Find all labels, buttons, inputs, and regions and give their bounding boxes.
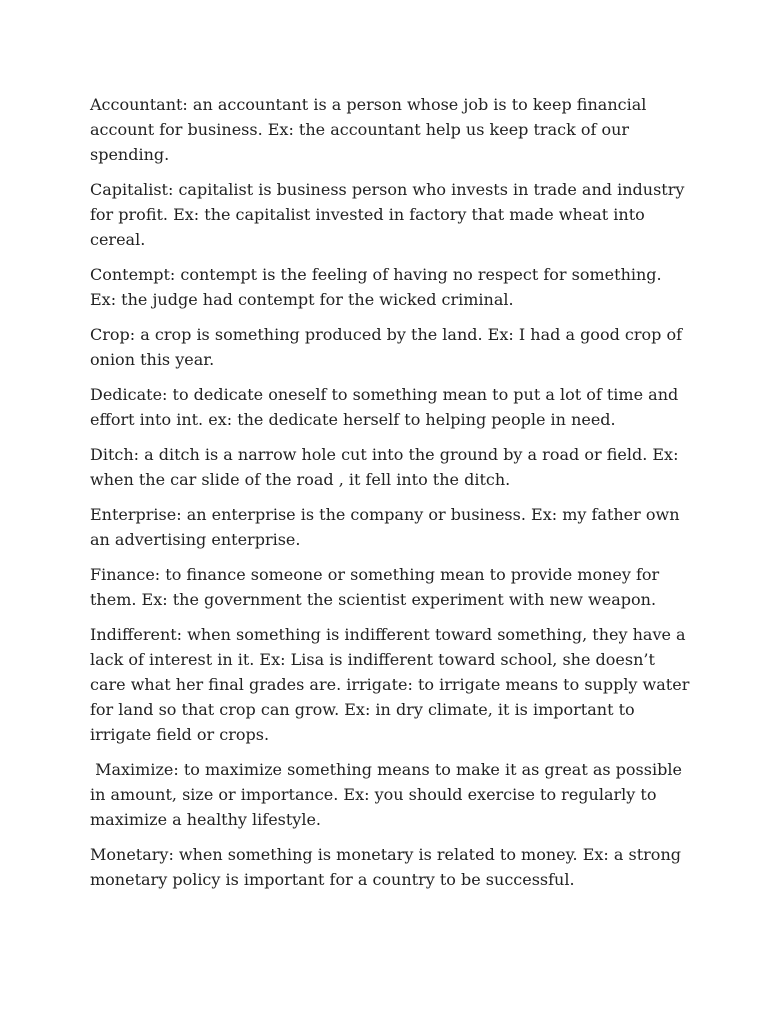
vocab-entry-contempt: Contempt: contempt is the feeling of having no respect for something. Ex: the judge had contempt for the wicked criminal. [90, 265, 667, 309]
vocab-entry-ditch: Ditch: a ditch is a narrow hole cut into the ground by a road or field. Ex: when the car slide of the road , it fell into the ditch. [90, 445, 684, 489]
vocab-entry-dedicate: Dedicate: to dedicate oneself to something mean to put a lot of time and effort into int. ex: the dedicate herself to helping people in need. [90, 385, 684, 429]
vocab-entry-crop: Crop: a crop is something produced by the land. Ex: I had a good crop of onion this year. [90, 325, 688, 369]
vocab-entry-maximize: Maximize: to maximize something means to make it as great as possible in amount, size or importance. Ex: you should exercise to regularly to maximize a healthy lifestyle. [90, 760, 688, 829]
vocab-entry-enterprise: Enterprise: an enterprise is the company or business. Ex: my father own an advertising enterprise. [90, 505, 685, 549]
vocab-entry-indifferent: Indifferent: when something is indifferent toward something, they have a lack of interest in it. Ex: Lisa is indifferent toward school, she doesn’t care what her final grades are. irrigate: to irrigate means to supply water for land so that crop can grow. Ex: in dry climate, it is important to irrigate field or crops. [90, 625, 695, 744]
vocab-entry-finance: Finance: to finance someone or something mean to provide money for them. Ex: the government the scientist experiment with new weapon. [90, 565, 665, 609]
document-page [90, 92, 695, 902]
vocab-entry-monetary: Monetary: when something is monetary is related to money. Ex: a strong monetary policy is important for a country to be successful. [90, 845, 687, 889]
vocab-entry-accountant: Accountant: an accountant is a person whose job is to keep financial account for business. Ex: the accountant help us keep track of our spending. [90, 95, 652, 164]
vocab-entry-capitalist: Capitalist: capitalist is business person who invests in trade and industry for profit. Ex: the capitalist invested in factory that made wheat into cereal. [90, 180, 690, 249]
